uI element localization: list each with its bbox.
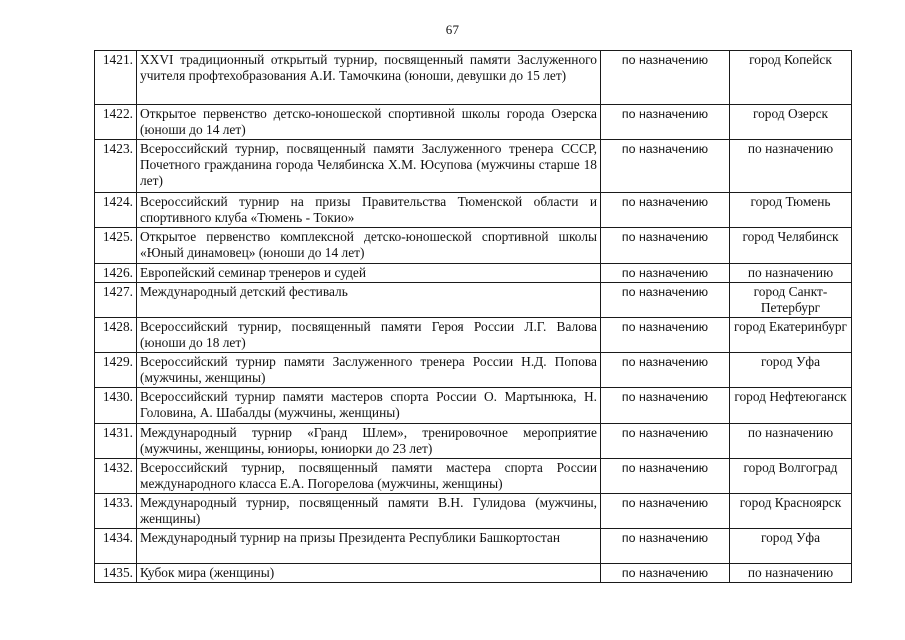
table-row: [95, 283, 852, 318]
event-date: по назначению: [601, 283, 730, 318]
row-number: 1434.: [95, 529, 137, 564]
row-number: 1433.: [95, 494, 137, 529]
event-date: по назначению: [601, 388, 730, 424]
event-name: Открытое первенство детско-юношеской спортивной школы города Озерска (юноши до 14 лет): [137, 105, 601, 140]
row-number: 1435.: [95, 564, 137, 583]
event-place: город Нефтеюганск: [730, 388, 852, 424]
table-row: [95, 193, 852, 228]
event-name: Всероссийский турнир, посвященный памяти Героя России Л.Г. Валова (юноши до 18 лет): [137, 318, 601, 353]
event-date: по назначению: [601, 494, 730, 529]
event-place: город Санкт-Петербург: [730, 283, 852, 318]
event-date: по назначению: [601, 105, 730, 140]
row-number: 1428.: [95, 318, 137, 353]
row-number: 1421.: [95, 51, 137, 105]
event-place: по назначению: [730, 140, 852, 193]
table-row: [95, 140, 852, 193]
event-date: по назначению: [601, 318, 730, 353]
table-row: [95, 318, 852, 353]
event-place: город Красноярск: [730, 494, 852, 529]
event-name: Международный турнир на призы Президента Республики Башкортостан: [137, 529, 601, 564]
event-date: по назначению: [601, 564, 730, 583]
event-place: город Екатеринбург: [730, 318, 852, 353]
row-number: 1429.: [95, 353, 137, 388]
event-name: Всероссийский турнир на призы Правительства Тюменской области и спортивного клуба «Тюмень - Токио»: [137, 193, 601, 228]
event-name: Европейский семинар тренеров и судей: [137, 264, 601, 283]
table-row: [95, 228, 852, 264]
table-row: [95, 494, 852, 529]
event-place: по назначению: [730, 424, 852, 459]
page-number: 67: [445, 22, 460, 37]
row-number: 1427.: [95, 283, 137, 318]
row-number: 1423.: [95, 140, 137, 193]
events-table: [94, 50, 852, 583]
table-row: [95, 459, 852, 494]
event-place: город Волгоград: [730, 459, 852, 494]
event-date: по назначению: [601, 353, 730, 388]
event-date: по назначению: [601, 51, 730, 105]
events-table-body: [95, 51, 852, 583]
event-name: Международный турнир, посвященный памяти В.Н. Гулидова (мужчины, женщины): [137, 494, 601, 529]
event-name: Всероссийский турнир памяти Заслуженного тренера России Н.Д. Попова (мужчины, женщины): [137, 353, 601, 388]
table-row: [95, 564, 852, 583]
event-date: по назначению: [601, 529, 730, 564]
table-row: [95, 529, 852, 564]
row-number: 1424.: [95, 193, 137, 228]
event-name: Кубок мира (женщины): [137, 564, 601, 583]
event-place: город Тюмень: [730, 193, 852, 228]
table-row: [95, 105, 852, 140]
event-date: по назначению: [601, 264, 730, 283]
row-number: 1422.: [95, 105, 137, 140]
event-date: по назначению: [601, 424, 730, 459]
event-date: по назначению: [601, 459, 730, 494]
table-row: [95, 424, 852, 459]
table-row: [95, 264, 852, 283]
event-place: город Челябинск: [730, 228, 852, 264]
row-number: 1425.: [95, 228, 137, 264]
row-number: 1430.: [95, 388, 137, 424]
event-name: XXVI традиционный открытый турнир, посвященный памяти Заслуженного учителя профтехобразования А.И. Тамочкина (юноши, девушки до 15 лет): [137, 51, 601, 105]
row-number: 1426.: [95, 264, 137, 283]
event-name: Всероссийский турнир памяти мастеров спорта России О. Мартынюка, Н. Головина, А. Шабалды (мужчины, женщины): [137, 388, 601, 424]
event-place: город Уфа: [730, 353, 852, 388]
event-name: Всероссийский турнир, посвященный памяти мастера спорта России международного класса Е.А. Погорелова (мужчины, женщины): [137, 459, 601, 494]
event-place: город Уфа: [730, 529, 852, 564]
table-row: [95, 51, 852, 105]
event-name: Всероссийский турнир, посвященный памяти Заслуженного тренера СССР, Почетного гражданина города Челябинска Х.М. Юсупова (мужчины старше 18 лет): [137, 140, 601, 193]
event-place: город Копейск: [730, 51, 852, 105]
event-name: Международный турнир «Гранд Шлем», тренировочное мероприятие (мужчины, женщины, юниоры, юниорки до 23 лет): [137, 424, 601, 459]
event-place: по назначению: [730, 564, 852, 583]
event-name: Международный детский фестиваль: [137, 283, 601, 318]
table-row: [95, 353, 852, 388]
event-date: по назначению: [601, 193, 730, 228]
row-number: 1432.: [95, 459, 137, 494]
event-date: по назначению: [601, 140, 730, 193]
row-number: 1431.: [95, 424, 137, 459]
event-date: по назначению: [601, 228, 730, 264]
event-place: город Озерск: [730, 105, 852, 140]
table-row: [95, 388, 852, 424]
event-place: по назначению: [730, 264, 852, 283]
event-name: Открытое первенство комплексной детско-юношеской спортивной школы «Юный динамовец» (юноши до 14 лет): [137, 228, 601, 264]
